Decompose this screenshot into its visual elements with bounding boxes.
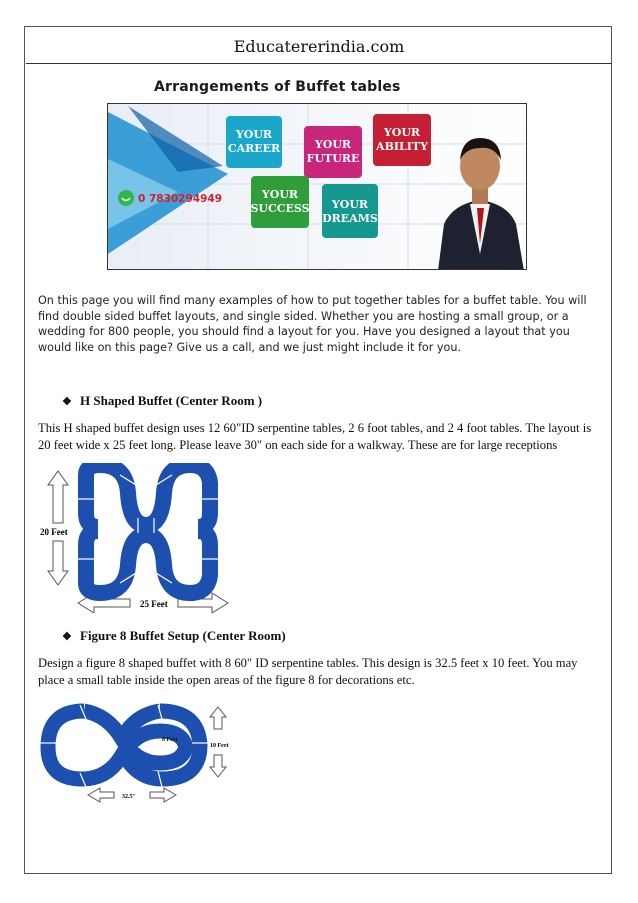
h-width-label: 20 Feet xyxy=(40,527,68,537)
svg-text:DREAMS: DREAMS xyxy=(322,212,378,225)
svg-text:YOUR: YOUR xyxy=(314,138,352,151)
banner-tile-career: YOUR xyxy=(235,128,273,141)
section-text-figure-8: Design a figure 8 shaped buffet with 8 60" ID serpentine tables. This design is 32.5 feet x 10 feet. You may place a small table inside the open areas of the figure 8 for decorations etc. xyxy=(38,656,578,687)
intro-paragraph: On this page you will find many examples of how to put together tables for a buffet table. You will find double sided buffet layouts, and single sided. Whether you are hosting a small group, or a wedding for 800 people, you should find a layout for you. Have you designed a layout that you would like on this page? Give us a call, and we just might include it for you. xyxy=(38,294,587,354)
svg-text:FUTURE: FUTURE xyxy=(306,152,360,165)
fig8-length-label: 32.5" xyxy=(122,794,136,800)
section-heading-h-shaped: ❖ H Shaped Buffet (Center Room ) xyxy=(62,393,263,408)
fig8-inner-label: 8 Feet xyxy=(162,737,178,743)
diamond-bullet-icon: ❖ xyxy=(62,631,72,643)
svg-text:YOUR: YOUR xyxy=(383,126,421,139)
svg-text:SUCCESS: SUCCESS xyxy=(250,202,310,215)
svg-text:YOUR: YOUR xyxy=(261,188,299,201)
svg-text:CAREER: CAREER xyxy=(227,142,281,155)
h-length-label: 25 Feet xyxy=(140,599,168,609)
page-title: Arrangements of Buffet tables xyxy=(154,79,401,95)
fig8-height-label: 10 Feet xyxy=(210,743,229,749)
header-divider xyxy=(26,63,612,64)
svg-text:ABILITY: ABILITY xyxy=(376,140,428,153)
diamond-bullet-icon: ❖ xyxy=(62,396,72,408)
h-shaped-buffet-diagram xyxy=(38,463,238,618)
banner-phone: 0 7830294949 xyxy=(138,193,223,205)
svg-text:YOUR: YOUR xyxy=(331,198,369,211)
promo-banner xyxy=(107,103,527,270)
site-header: Educatererindia.com xyxy=(233,37,405,56)
section-text-h-shaped: This H shaped buffet design uses 12 60"ID serpentine tables, 2 6 foot tables, and 2 4 foot tables. The layout is 20 feet wide x 25 feet long. Please leave 30" on each side for a walkway. These are for large receptions xyxy=(38,421,592,452)
section-heading-figure-8: ❖ Figure 8 Buffet Setup (Center Room) xyxy=(62,628,286,643)
figure-8-buffet-diagram xyxy=(38,703,238,808)
